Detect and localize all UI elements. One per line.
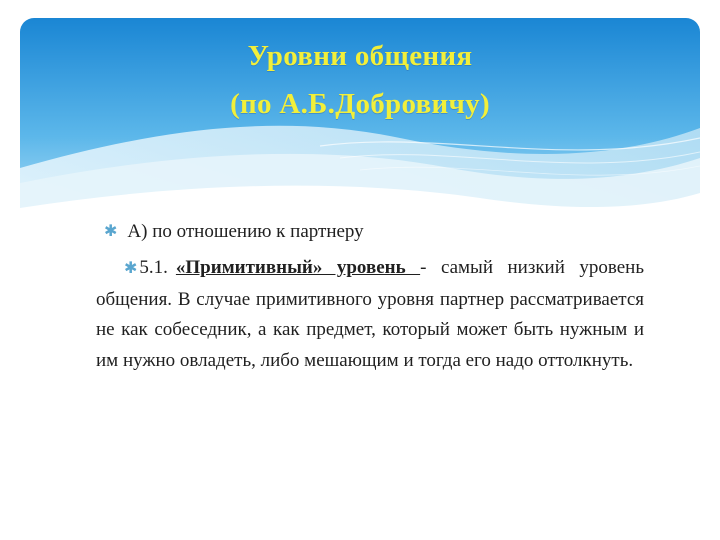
- bullet-item-partner: [104, 218, 664, 246]
- asterisk-bullet-icon: ✱: [104, 223, 118, 240]
- title-line-1: Уровни общения: [247, 40, 473, 72]
- body-paragraph: [96, 253, 644, 376]
- item-number: 5.1.: [139, 257, 168, 278]
- slide-title: [0, 32, 720, 128]
- title-line-2: (по А.Б.Добровичу): [230, 88, 490, 120]
- bullet-text: А) по отношению к партнеру: [127, 221, 364, 242]
- asterisk-bullet-icon: ✱: [124, 260, 138, 277]
- term-description: - самый низкий уровень общения. В случае примитивного уровня партнер рассматривается не как собеседник, а как предмет, который может быть нужным и им нужно овладеть, либо мешающим и тогда его надо оттолкнуть.: [96, 257, 645, 371]
- term-primitive-level: «Примитивный» уровень: [175, 257, 421, 278]
